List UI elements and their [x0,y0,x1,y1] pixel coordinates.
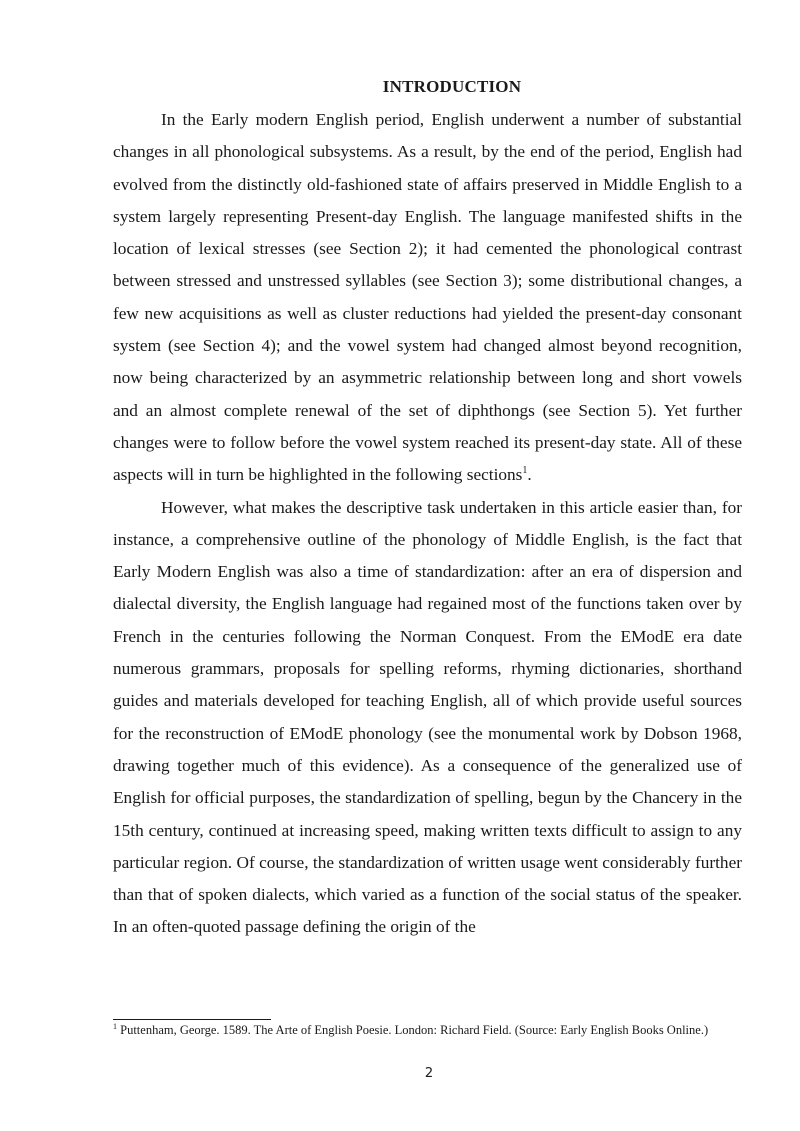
paragraph-2: However, what makes the descriptive task undertaken in this article easier than, for instance, a comprehensive outline of the phonology of Middle English, is the fact that Early Modern English was also a time of standardization: after an era of dispersion and dialectal diversity, the English language had regained most of the functions taken over by French in the centuries following the Norman Conquest. From the EModE era date numerous grammars, proposals for spelling reforms, rhyming dictionaries, shorthand guides and materials developed for teaching English, all of which provide useful sources for the reconstruction of EModE phonology (see the monumental work by Dobson 1968, drawing together much of this evidence). As a consequence of the generalized use of English for official purposes, the standardization of spelling, begun by the Chancery in the 15th century, continued at increasing speed, making written texts difficult to assign to any particular region. Of course, the standardization of written usage went considerably further than that of spoken dialects, which varied as a function of the social status of the speaker. In an often-quoted passage defining the origin of the [113,497,742,937]
footnote-reference[interactable]: 1 [522,465,528,477]
footnote-separator [113,1019,271,1020]
paragraph-1-end: . [527,465,532,485]
footnote-text: Puttenham, George. 1589. The Arte of English Poesie. London: Richard Field. (Source: Early English Books Online.) [117,1023,709,1037]
paragraph-1-text: In the Early modern English period, English underwent a number of substantial changes in all phonological subsystems. As a result, by the end of the period, English had evolved from the distinctly old-fashioned state of affairs preserved in Middle English to a system largely representing Present-day English. The language manifested shifts in the location of lexical stresses (see Section 2); it had cemented the phonological contrast between stressed and unstressed syllables (see Section 3); some distributional changes, a few new acquisitions as well as cluster reductions had yielded the present-day consonant system (see Section 4); and the vowel system had changed almost beyond recognition, now being characterized by an asymmetric relationship between long and short vowels and an almost complete renewal of the set of diphthongs (see Section 5). Yet further changes were to follow before the vowel system reached its present-day state. All of these aspects will in turn be highlighted in the following sections [113,110,742,485]
section-heading: INTRODUCTION [382,77,522,96]
paragraph-1 [113,104,742,492]
page-number: 2 [424,1066,434,1081]
footnote [113,1022,742,1039]
footnote-marker: 1 [113,1021,117,1031]
body-text [113,104,742,944]
